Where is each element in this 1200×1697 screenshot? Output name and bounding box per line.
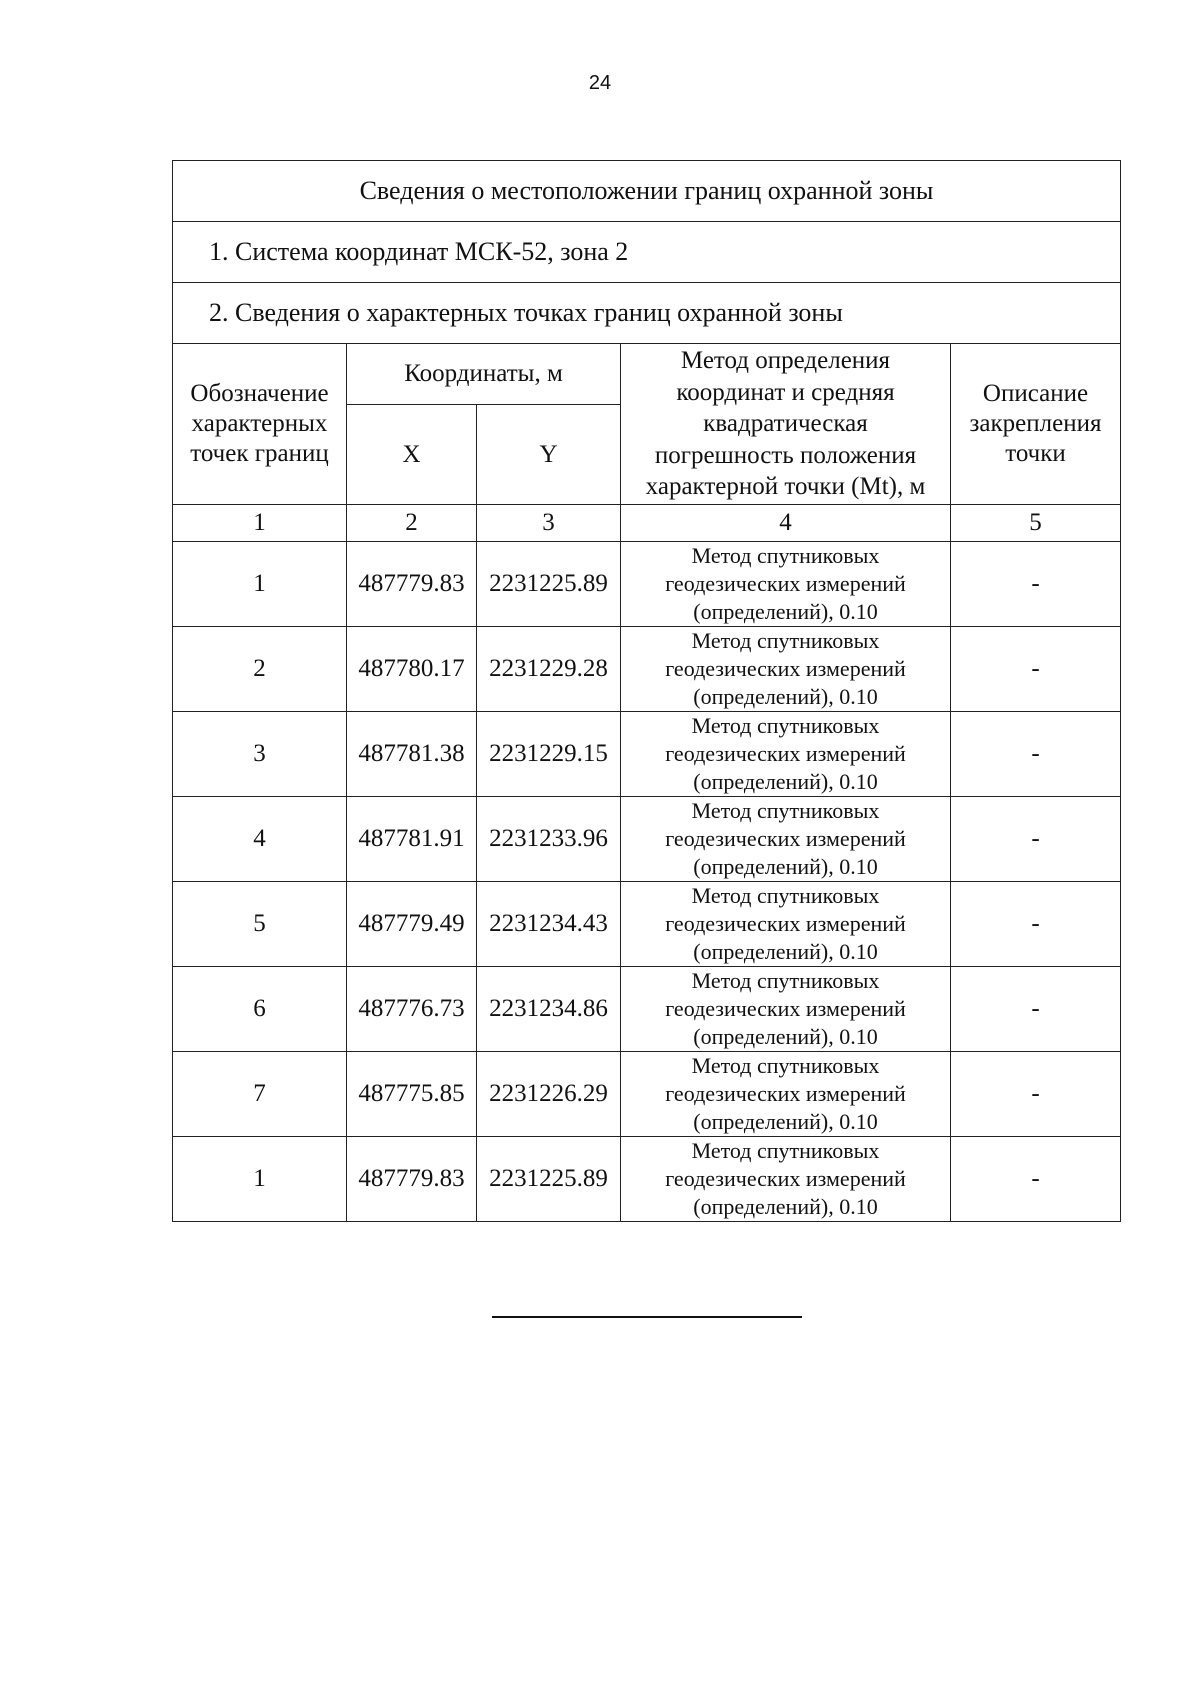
method-line: геодезических измерений — [665, 1166, 906, 1192]
y-cell: 2231226.29 — [477, 1052, 621, 1137]
coordinate-system-label: 1. Система координат МСК-52, зона 2 — [173, 222, 1121, 283]
header-method-line: Метод определения — [680, 347, 891, 375]
table-body — [173, 161, 1121, 1222]
column-number: 5 — [951, 505, 1121, 542]
point-cell: 3 — [173, 712, 347, 797]
header-method-line: погрешность положения — [654, 441, 917, 469]
method-cell — [621, 882, 951, 967]
x-cell: 487776.73 — [347, 967, 477, 1052]
method-cell — [621, 712, 951, 797]
method-line: Метод спутниковых — [691, 713, 880, 739]
x-cell: 487779.83 — [347, 1137, 477, 1222]
description-cell: - — [951, 1137, 1121, 1222]
method-line: Метод спутниковых — [691, 883, 880, 909]
column-number: 1 — [173, 505, 347, 542]
column-number: 3 — [477, 505, 621, 542]
section-2-row — [173, 283, 1121, 344]
title-row — [173, 161, 1121, 222]
header-method-line: квадратическая — [703, 410, 868, 438]
description-cell: - — [951, 967, 1121, 1052]
method-cell — [621, 797, 951, 882]
description-cell: - — [951, 797, 1121, 882]
method-line: (определений), 0.10 — [693, 1193, 878, 1219]
method-line: (определений), 0.10 — [693, 1108, 878, 1134]
point-cell: 6 — [173, 967, 347, 1052]
method-line: геодезических измерений — [665, 1081, 906, 1107]
header-point-designation-line: Обозначение — [190, 380, 329, 407]
method-line: Метод спутниковых — [691, 798, 880, 824]
method-line: (определений), 0.10 — [693, 598, 878, 624]
table-row — [173, 797, 1121, 882]
method-line: (определений), 0.10 — [693, 938, 878, 964]
method-line: (определений), 0.10 — [693, 1023, 878, 1049]
header-description-line: Описание — [982, 380, 1089, 407]
header-description — [951, 344, 1121, 505]
table-row — [173, 542, 1121, 627]
method-line: геодезических измерений — [665, 996, 906, 1022]
method-cell — [621, 1052, 951, 1137]
y-cell: 2231234.86 — [477, 967, 621, 1052]
method-cell — [621, 542, 951, 627]
column-numbers-row — [173, 505, 1121, 542]
y-cell: 2231234.43 — [477, 882, 621, 967]
header-description-line: закрепления — [969, 410, 1102, 437]
table-row — [173, 712, 1121, 797]
description-cell: - — [951, 882, 1121, 967]
method-line: Метод спутниковых — [691, 543, 880, 569]
points-section-label: 2. Сведения о характерных точках границ охранной зоны — [173, 283, 1121, 344]
table-row — [173, 627, 1121, 712]
method-line: (определений), 0.10 — [693, 853, 878, 879]
table-row — [173, 1052, 1121, 1137]
method-line: геодезических измерений — [665, 826, 906, 852]
table-row — [173, 882, 1121, 967]
method-line: (определений), 0.10 — [693, 768, 878, 794]
method-line: геодезических измерений — [665, 656, 906, 682]
method-line: Метод спутниковых — [691, 1053, 880, 1079]
header-method-line: характерной точки (Mt), м — [645, 473, 926, 501]
footer-divider — [492, 1316, 802, 1318]
header-point-designation-line: характерных — [191, 410, 328, 437]
x-cell: 487779.49 — [347, 882, 477, 967]
x-cell: 487779.83 — [347, 542, 477, 627]
point-cell: 7 — [173, 1052, 347, 1137]
x-cell: 487780.17 — [347, 627, 477, 712]
x-cell: 487781.91 — [347, 797, 477, 882]
header-row-top — [173, 344, 1121, 405]
header-coordinates: Координаты, м — [347, 344, 621, 405]
y-cell: 2231225.89 — [477, 1137, 621, 1222]
method-line: Метод спутниковых — [691, 968, 880, 994]
method-line: (определений), 0.10 — [693, 683, 878, 709]
header-description-line: точки — [1005, 440, 1066, 467]
point-cell: 1 — [173, 1137, 347, 1222]
x-cell: 487775.85 — [347, 1052, 477, 1137]
method-cell — [621, 627, 951, 712]
table-row — [173, 967, 1121, 1052]
table-title: Сведения о местоположении границ охранной зоны — [173, 161, 1121, 222]
method-cell — [621, 1137, 951, 1222]
y-cell: 2231229.15 — [477, 712, 621, 797]
method-line: геодезических измерений — [665, 741, 906, 767]
header-method-line: координат и средняя — [676, 378, 895, 406]
header-y: Y — [477, 405, 621, 505]
boundary-coordinates-table — [172, 160, 1121, 1222]
column-number: 2 — [347, 505, 477, 542]
y-cell: 2231225.89 — [477, 542, 621, 627]
y-cell: 2231229.28 — [477, 627, 621, 712]
section-1-row — [173, 222, 1121, 283]
method-line: геодезических измерений — [665, 911, 906, 937]
table-row — [173, 1137, 1121, 1222]
description-cell: - — [951, 1052, 1121, 1137]
method-line: Метод спутниковых — [691, 628, 880, 654]
method-line: геодезических измерений — [665, 571, 906, 597]
method-cell — [621, 967, 951, 1052]
header-x: X — [347, 405, 477, 505]
point-cell: 5 — [173, 882, 347, 967]
x-cell: 487781.38 — [347, 712, 477, 797]
description-cell: - — [951, 712, 1121, 797]
y-cell: 2231233.96 — [477, 797, 621, 882]
column-number: 4 — [621, 505, 951, 542]
description-cell: - — [951, 627, 1121, 712]
page-number: 24 — [588, 72, 612, 94]
point-cell: 2 — [173, 627, 347, 712]
point-cell: 1 — [173, 542, 347, 627]
description-cell: - — [951, 542, 1121, 627]
method-line: Метод спутниковых — [691, 1138, 880, 1164]
header-point-designation-line: точек границ — [190, 440, 329, 467]
point-cell: 4 — [173, 797, 347, 882]
header-point-designation — [173, 344, 347, 505]
header-method — [621, 344, 951, 505]
